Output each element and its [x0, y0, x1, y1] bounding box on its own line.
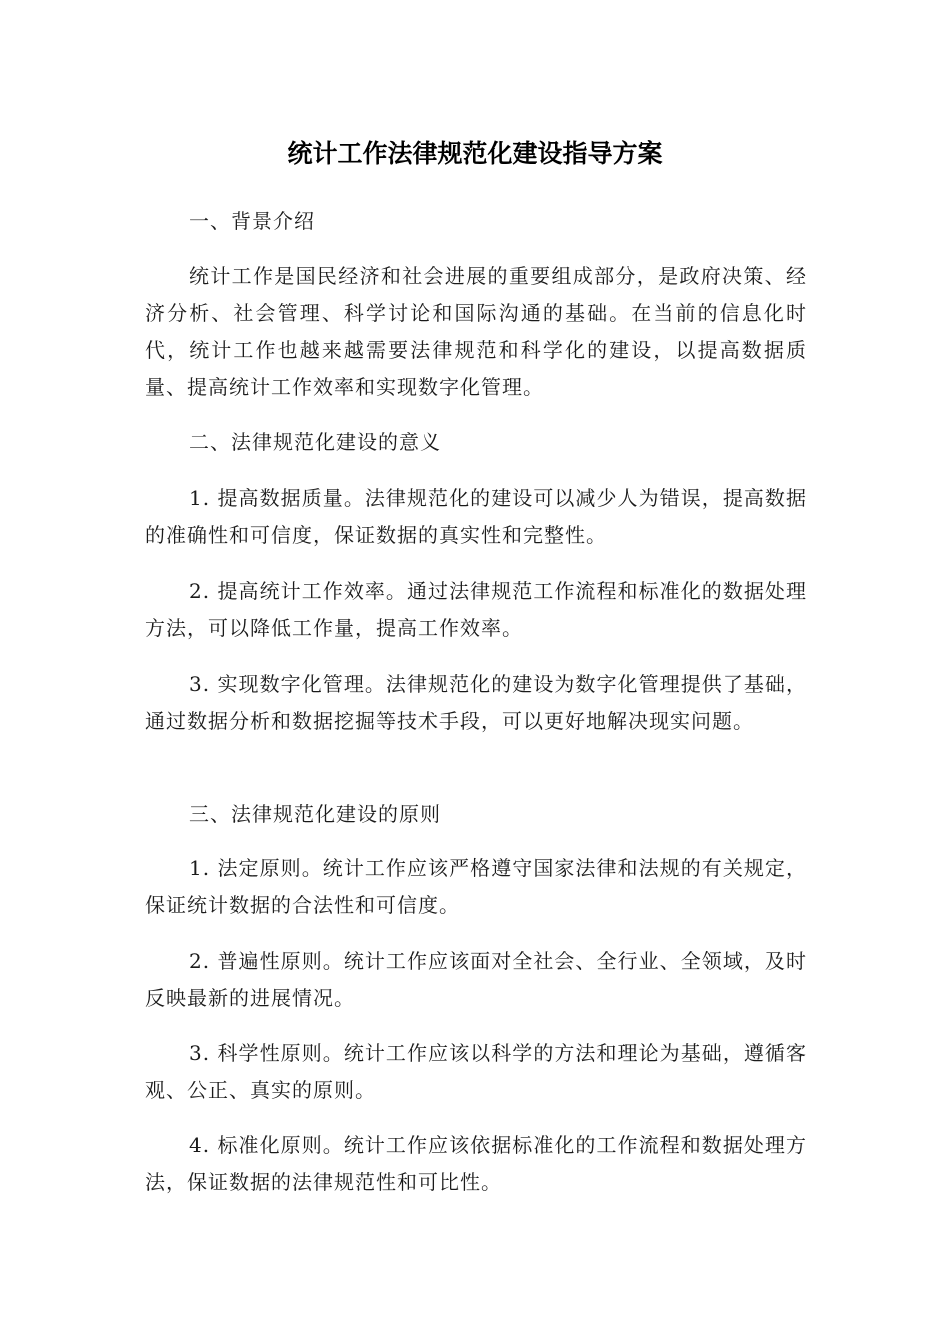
list-item-significance-2: 2. 提高统计工作效率。通过法律规范工作流程和标准化的数据处理方法，可以降低工作量，提高工作效率。 — [145, 579, 807, 640]
section-heading-background: 一、背景介绍 — [189, 209, 315, 233]
list-item-principle-2: 2. 普遍性原则。统计工作应该面对全社会、全行业、全领域，及时反映最新的进展情况。 — [145, 949, 807, 1010]
document-title: 统计工作法律规范化建设指导方案 — [287, 139, 663, 168]
section-heading-significance: 二、法律规范化建设的意义 — [189, 430, 441, 454]
list-item-significance-3: 3. 实现数字化管理。法律规范化的建设为数字化管理提供了基础，通过数据分析和数据挖掘等技术手段，可以更好地解决现实问题。 — [145, 672, 807, 733]
list-item-principle-3: 3. 科学性原则。统计工作应该以科学的方法和理论为基础，遵循客观、公正、真实的原则。 — [145, 1041, 807, 1102]
paragraph-background: 统计工作是国民经济和社会进展的重要组成部分，是政府决策、经济分析、社会管理、科学讨论和国际沟通的基础。在当前的信息化时代，统计工作也越来越需要法律规范和科学化的建设，以提高数据质量、提高统计工作效率和实现数字化管理。 — [145, 264, 807, 399]
list-item-significance-1: 1. 提高数据质量。法律规范化的建设可以减少人为错误，提高数据的准确性和可信度，保证数据的真实性和完整性。 — [145, 486, 807, 547]
section-heading-principles: 三、法律规范化建设的原则 — [189, 802, 441, 826]
list-item-principle-1: 1. 法定原则。统计工作应该严格遵守国家法律和法规的有关规定，保证统计数据的合法性和可信度。 — [145, 856, 807, 917]
list-item-principle-4: 4. 标准化原则。统计工作应该依据标准化的工作流程和数据处理方法，保证数据的法律规范性和可比性。 — [145, 1133, 807, 1194]
